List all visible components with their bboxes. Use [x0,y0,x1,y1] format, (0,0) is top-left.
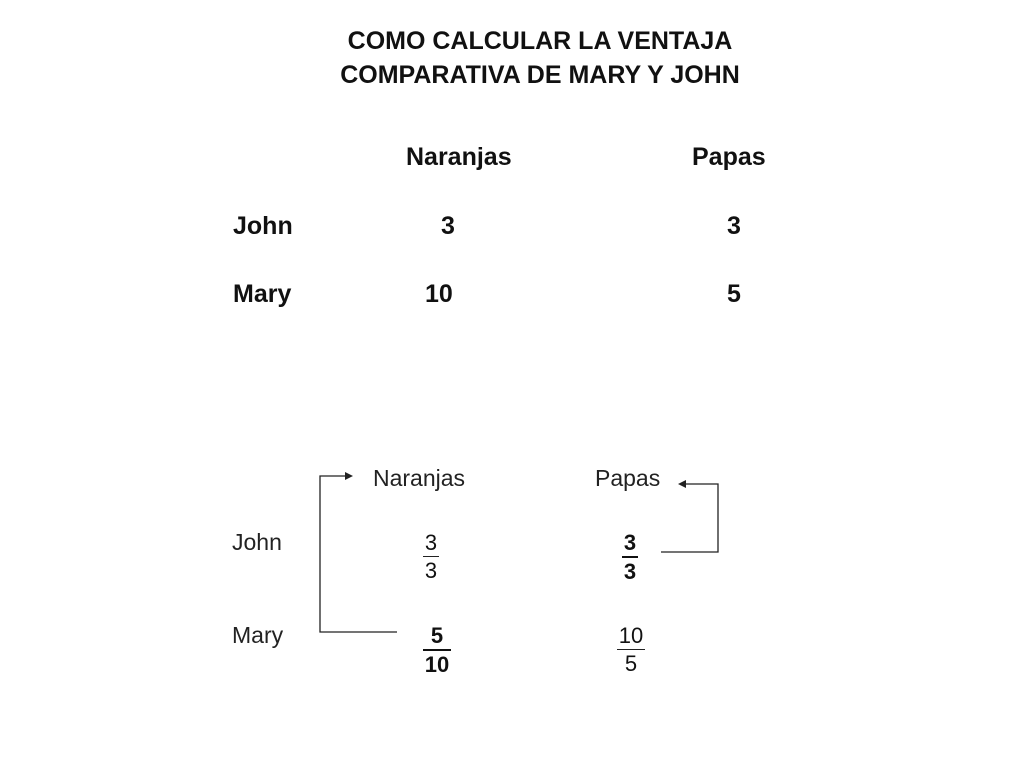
fraction-numerator: 10 [618,623,644,648]
table1-cell-naranjas: 3 [441,212,455,240]
fraction-numerator: 3 [424,530,438,555]
title-line-1: COMO CALCULAR LA VENTAJA [347,27,733,55]
table1-row-name: John [233,212,293,240]
fraction-numerator: 5 [423,623,451,651]
table1-cell-papas: 5 [727,280,741,308]
table2-header-papas: Papas [595,465,661,491]
title-line-2: COMPARATIVA DE MARY Y JOHN [340,61,740,89]
table1-cell-naranjas: 10 [425,280,453,308]
mary-to-naranjas-arrow [320,476,397,632]
table1-header-naranjas: Naranjas [406,143,512,171]
table2-header-naranjas: Naranjas [373,465,466,491]
fraction-denominator: 5 [624,651,638,676]
table2-row-name: Mary [232,622,284,648]
john-to-papas-arrow [661,484,718,552]
fraction-denominator: 3 [424,558,438,583]
arrowhead-right-icon [345,472,353,480]
table1-cell-papas: 3 [727,212,741,240]
arrowhead-left-icon [678,480,686,488]
fraction-denominator: 3 [623,559,637,584]
table2-row-name: John [232,529,282,555]
table1-header-papas: Papas [692,143,766,171]
fraction-denominator: 10 [424,652,450,677]
table1-row-name: Mary [233,280,292,308]
fraction-numerator: 3 [622,530,638,558]
